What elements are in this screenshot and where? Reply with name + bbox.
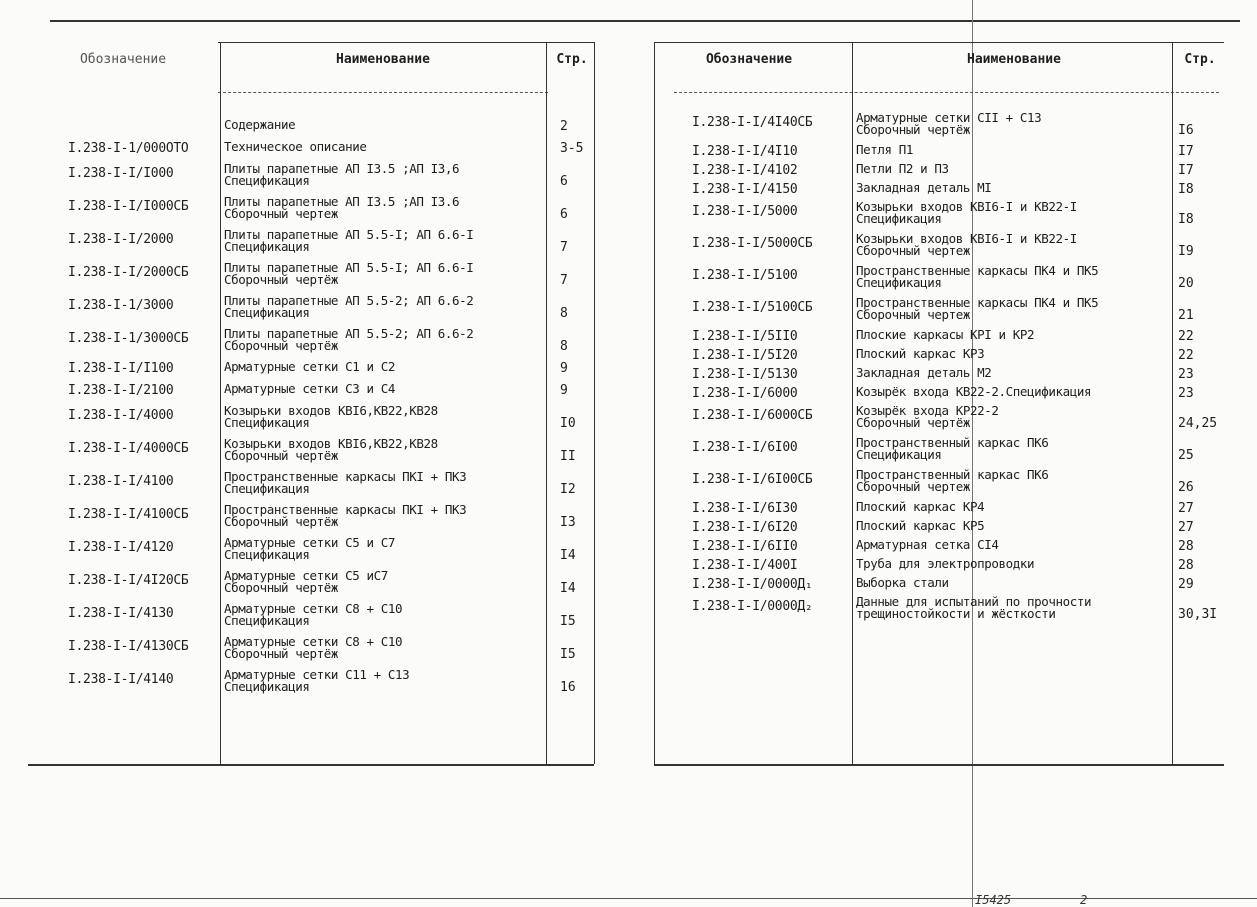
row-code: I.238-I-I/6I30 [692, 501, 798, 516]
row-page: 24,25 [1178, 416, 1218, 431]
row-page: 8 [560, 339, 568, 354]
left-contents-table [28, 0, 594, 766]
table-row [654, 328, 1224, 347]
row-page: I6 [1178, 123, 1194, 138]
row-name-line: Сборочный чертёж [224, 514, 339, 529]
row-page: I3 [560, 515, 576, 530]
row-name-line: Спецификация [224, 613, 310, 628]
row-name-line: Спецификация [224, 679, 310, 694]
row-code: I.238-I-I/I100 [68, 361, 174, 376]
table-row [28, 404, 594, 437]
row-code: I.238-I-I/400I [692, 558, 798, 573]
row-page: 3-5 [560, 141, 584, 156]
row-name-line: Арматурные сетки СII + С13 [856, 110, 1042, 125]
row-code: I.238-I-I/4140 [68, 672, 174, 687]
row-name-line: Данные для испытаний по прочности [856, 594, 1092, 609]
table-row [28, 470, 594, 503]
row-name-line: Сборочный чертёж [856, 122, 971, 137]
row-name-line: Арматурная сетка СI4 [856, 537, 999, 552]
row-name-line: Петли П2 и П3 [856, 161, 949, 176]
table-row [654, 143, 1224, 162]
row-name-line: Сборочный чертёж [224, 272, 339, 287]
row-code: I.238-I-I/6000 [692, 386, 798, 401]
row-page: I4 [560, 581, 576, 596]
table-row [28, 228, 594, 261]
row-name-line: Сборочный чертеж [224, 206, 339, 221]
row-name-line: Сборочный чертёж [856, 415, 971, 430]
row-code: I.238-I-I/4I10 [692, 144, 798, 159]
table-row [654, 538, 1224, 557]
row-code: I.238-I-I/5130 [692, 367, 798, 382]
table-row [28, 294, 594, 327]
row-page: I5 [560, 647, 576, 662]
row-code: I.238-I-I/2100 [68, 383, 174, 398]
row-name-line: Арматурные сетки С1 и С2 [224, 359, 396, 374]
header-page: Стр. [556, 52, 588, 67]
row-page: 7 [560, 273, 568, 288]
row-name-line: Закладная деталь МI [856, 180, 992, 195]
table-row [654, 347, 1224, 366]
row-name-line: Спецификация [224, 415, 310, 430]
row-page: 8 [560, 306, 568, 321]
table-row [654, 296, 1224, 328]
row-code: I.238-I-I/4I20СБ [68, 573, 189, 588]
row-code: I.238-I-I/I000СБ [68, 199, 189, 214]
row-name-line: Козырёк входа КР22-2 [856, 403, 999, 418]
row-code: I.238-I-I/5100СБ [692, 300, 813, 315]
row-name-line: Козырьки входов КВI6-I и КВ22-I [856, 231, 1077, 246]
row-name-line: Труба для электропроводки [856, 556, 1035, 571]
table-row [654, 385, 1224, 404]
row-code: I.238-I-I/4000 [68, 408, 174, 423]
table-row [654, 111, 1224, 143]
table-row [654, 576, 1224, 595]
row-name-line: Плоский каркас КР4 [856, 499, 985, 514]
row-code: I.238-I-1/3000 [68, 298, 174, 313]
table-row [28, 602, 594, 635]
row-code: I.238-I-1/000OTO [68, 141, 189, 156]
table-row [28, 360, 594, 382]
row-name-line: Козырёк входа КВ22-2.Спецификация [856, 384, 1092, 399]
row-name-line: Петля П1 [856, 142, 914, 157]
table-row [28, 635, 594, 668]
row-code: I.238-I-I/4000СБ [68, 441, 189, 456]
row-name-line: Сборочный чертеж [856, 243, 971, 258]
row-name-line: Спецификация [856, 275, 942, 290]
row-code: I.238-I-I/4150 [692, 182, 798, 197]
header-name: Наименование [336, 52, 430, 67]
row-name-line: Пространственные каркасы ПК4 и ПК5 [856, 263, 1099, 278]
row-code: I.238-I-I/2000СБ [68, 265, 189, 280]
table-row [654, 436, 1224, 468]
row-name-line: Пространственные каркасы ПК4 и ПК5 [856, 295, 1099, 310]
table-row [28, 437, 594, 470]
row-name-line: Пространственный каркас ПК6 [856, 435, 1049, 450]
table-row [28, 569, 594, 602]
row-page: I4 [560, 548, 576, 563]
row-name-line: Пространственные каркасы ПКI + ПК3 [224, 469, 467, 484]
row-name-line: Сборочный чертёж [224, 448, 339, 463]
row-name-line: Пространственные каркасы ПКI + ПК3 [224, 502, 467, 517]
row-name-line: Содержание [224, 117, 296, 132]
row-name-line: Сборочный чертеж [856, 479, 971, 494]
row-code: I.238-I-I/5I20 [692, 348, 798, 363]
row-name-line: Арматурные сетки С11 + С13 [224, 667, 410, 682]
row-page: 6 [560, 207, 568, 222]
table-row [654, 557, 1224, 576]
row-name-line: Спецификация [224, 239, 310, 254]
row-code: I.238-I-I/4120 [68, 540, 174, 555]
row-code: I.238-I-I/4100 [68, 474, 174, 489]
row-page: 27 [1178, 501, 1194, 516]
row-name-line: Плоские каркасы КРI и КР2 [856, 327, 1035, 342]
table-row [654, 162, 1224, 181]
document-number: I5425 [975, 893, 1012, 907]
row-page: 9 [560, 383, 568, 398]
row-page: I2 [560, 482, 576, 497]
table-row [28, 536, 594, 569]
row-name-line: Сборочный чертеж [856, 307, 971, 322]
row-page: 2 [560, 119, 568, 134]
header-code: Обозначение [705, 52, 793, 67]
row-page: 27 [1178, 520, 1194, 535]
header-name: Наименование [967, 52, 1061, 67]
row-name-line: Спецификация [224, 305, 310, 320]
row-code: I.238-I-I/4102 [692, 163, 798, 178]
table-row [28, 140, 594, 162]
row-name-line: Козырьки входов КВI6,КВ22,КВ28 [224, 403, 438, 418]
row-code: I.238-I-I/4130 [68, 606, 174, 621]
row-name-line: Спецификация [224, 173, 310, 188]
row-code: I.238-I-I/6II0 [692, 539, 798, 554]
row-name-line: Арматурные сетки С3 и С4 [224, 381, 396, 396]
row-name-line: Плиты парапетные АП 5.5-2; АП 6.6-2 [224, 293, 474, 308]
row-name-line: Арматурные сетки С8 + С10 [224, 634, 403, 649]
table-row [654, 232, 1224, 264]
row-page: 23 [1178, 386, 1194, 401]
row-page: I9 [1178, 244, 1194, 259]
row-name-line: Сборочный чертёж [224, 646, 339, 661]
table-row [654, 264, 1224, 296]
bottom-border-line [0, 898, 1257, 899]
row-code: I.238-I-I/2000 [68, 232, 174, 247]
row-name-line: Плоский каркас КР5 [856, 518, 985, 533]
table-row [28, 261, 594, 294]
row-page: 21 [1178, 308, 1194, 323]
row-page: 22 [1178, 348, 1194, 363]
row-page: 7 [560, 240, 568, 255]
row-name-line: Пространственный каркас ПК6 [856, 467, 1049, 482]
row-page: I7 [1178, 163, 1194, 178]
header-page: Стр. [1184, 52, 1216, 67]
table-row [654, 468, 1224, 500]
row-page: 9 [560, 361, 568, 376]
row-code: I.238-I-I/6I00 [692, 440, 798, 455]
table-row [654, 595, 1224, 627]
row-name-line: Техническое описание [224, 139, 367, 154]
row-name-line: Плиты парапетные АП 5.5-I; АП 6.6-I [224, 227, 474, 242]
row-code: I.238-I-I/6I00СБ [692, 472, 813, 487]
row-name-line: Плиты парапетные АП 5.5-2; АП 6.6-2 [224, 326, 474, 341]
header-code: Обозначение [79, 52, 167, 67]
row-page: 30,3I [1178, 607, 1218, 622]
row-page: 23 [1178, 367, 1194, 382]
row-page: 29 [1178, 577, 1194, 592]
table-row [654, 200, 1224, 232]
row-name-line: Арматурные сетки С8 + С10 [224, 601, 403, 616]
right-contents-table [654, 0, 1224, 766]
row-name-line: Арматурные сетки С5 и С7 [224, 535, 396, 550]
table-row [28, 503, 594, 536]
row-name-line: Спецификация [224, 547, 310, 562]
row-code: I.238-I-I/5000 [692, 204, 798, 219]
row-name-line: Выборка стали [856, 575, 949, 590]
row-code: I.238-I-I/4I40СБ [692, 115, 813, 130]
row-name-line: Плиты парапетные АП I3.5 ;АП I3,6 [224, 161, 460, 176]
row-name-line: Спецификация [856, 211, 942, 226]
table-row [28, 118, 594, 140]
table-row [654, 500, 1224, 519]
row-page: I5 [560, 614, 576, 629]
row-page: 26 [1178, 480, 1194, 495]
row-page: 25 [1178, 448, 1194, 463]
row-page: 6 [560, 174, 568, 189]
row-code: I.238-I-I/5000СБ [692, 236, 813, 251]
row-code: I.238-I-I/6I20 [692, 520, 798, 535]
table-row [28, 668, 594, 701]
row-name-line: Спецификация [856, 447, 942, 462]
row-page: 20 [1178, 276, 1194, 291]
row-code: I.238-I-I/4130СБ [68, 639, 189, 654]
row-code: I.238-I-I/I000 [68, 166, 174, 181]
row-page: 22 [1178, 329, 1194, 344]
row-page: I7 [1178, 144, 1194, 159]
row-name-line: Арматурные сетки С5 иС7 [224, 568, 388, 583]
row-code: I.238-I-I/5100 [692, 268, 798, 283]
row-page: I8 [1178, 212, 1194, 227]
row-code: I.238-I-I/0000Д₁ [692, 577, 813, 592]
row-name-line: Сборочный чертёж [224, 338, 339, 353]
row-page: I8 [1178, 182, 1194, 197]
row-code: I.238-I-1/3000СБ [68, 331, 189, 346]
row-code: I.238-I-I/4100СБ [68, 507, 189, 522]
row-name-line: Спецификация [224, 481, 310, 496]
row-name-line: Козырьки входов КВI6-I и КВ22-I [856, 199, 1077, 214]
row-name-line: Сборочный чертёж [224, 580, 339, 595]
row-page: 28 [1178, 539, 1194, 554]
table-row [654, 404, 1224, 436]
table-row [654, 366, 1224, 385]
row-name-line: Плиты парапетные АП I3.5 ;АП I3.6 [224, 194, 460, 209]
sheet-number: 2 [1080, 893, 1088, 907]
row-page: I0 [560, 416, 576, 431]
row-code: I.238-I-I/5II0 [692, 329, 798, 344]
row-name-line: Плиты парапетные АП 5.5-I; АП 6.6-I [224, 260, 474, 275]
row-code: I.238-I-I/0000Д₂ [692, 599, 813, 614]
table-row [654, 181, 1224, 200]
table-row [654, 519, 1224, 538]
table-row [28, 195, 594, 228]
row-name-line: трещиностойкости и жёсткости [856, 606, 1056, 621]
row-code: I.238-I-I/6000СБ [692, 408, 813, 423]
table-row [28, 382, 594, 404]
row-name-line: Плоский каркас КР3 [856, 346, 985, 361]
row-name-line: Закладная деталь М2 [856, 365, 992, 380]
row-name-line: Козырьки входов КВI6,КВ22,КВ28 [224, 436, 438, 451]
row-page: 28 [1178, 558, 1194, 573]
table-row [28, 327, 594, 360]
row-page: 16 [560, 680, 576, 695]
row-page: II [560, 449, 576, 464]
table-row [28, 162, 594, 195]
